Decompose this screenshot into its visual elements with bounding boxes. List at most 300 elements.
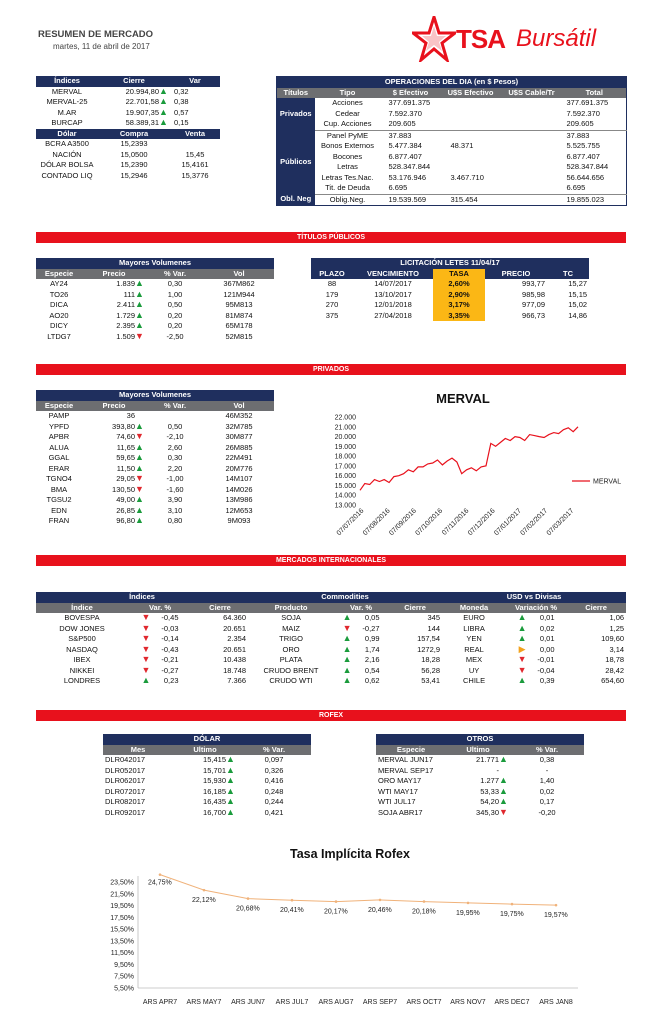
table-row — [311, 300, 589, 311]
table-row — [36, 676, 626, 687]
operation-total: 56.644.656 — [566, 172, 605, 182]
commodity-var — [334, 655, 388, 666]
currency-name: MEX — [465, 655, 483, 664]
data-label: 19,57% — [544, 912, 568, 920]
species-volume: 13M986 — [225, 495, 253, 504]
table-row — [36, 332, 274, 343]
species-volume: 52M815 — [225, 331, 253, 341]
commodity-name: ORO — [282, 644, 300, 654]
arrow-up-icon: ▲ — [135, 505, 144, 515]
arrow-up-icon: ▲ — [342, 665, 352, 675]
operation-type: Oblig.Neg. — [315, 194, 381, 206]
operation-cable — [501, 141, 563, 152]
species-price — [82, 464, 146, 475]
section-privados: PRIVADOS — [36, 364, 626, 375]
value-text: 0,39 — [539, 676, 555, 685]
rate-point — [555, 904, 558, 907]
operation-cable — [501, 130, 563, 141]
table-row — [277, 162, 627, 173]
rate-point — [511, 903, 514, 906]
operation-usd — [441, 119, 501, 130]
table-row — [277, 173, 627, 184]
table-row — [36, 655, 626, 666]
species-name: DICA — [50, 300, 68, 309]
x-tick-label: 07/03/2017 — [545, 507, 576, 538]
rofex-other-var: 0,38 — [539, 755, 555, 764]
species-var: -2,50 — [166, 331, 184, 341]
species-name: LTDG7 — [47, 331, 71, 341]
species-var: 0,30 — [167, 279, 183, 288]
species-name: APBR — [48, 432, 70, 441]
value-text: 1,74 — [364, 644, 380, 654]
species-price — [82, 422, 146, 433]
y-tick-label: 9,50% — [114, 961, 134, 969]
arrow-up-icon: ▲ — [499, 755, 508, 764]
table-row — [277, 194, 627, 206]
rofex-dollar-last — [173, 787, 237, 798]
x-tick-label: ARS SEP7 — [362, 999, 398, 1006]
value-text: 59,65 — [116, 453, 135, 462]
column-header: Venta — [170, 129, 220, 140]
table-row — [36, 160, 220, 171]
letes-title: LICITACIÓN LETES 11/04/17 — [311, 258, 589, 269]
commodity-close: 56,28 — [421, 665, 441, 675]
internacionales-table — [36, 592, 626, 687]
species-var: 2,20 — [167, 463, 183, 473]
column-header: Títulos — [277, 88, 315, 99]
rate-point — [291, 899, 294, 902]
rofex-other-var: 1,40 — [539, 776, 555, 785]
arrow-up-icon: ▲ — [226, 797, 235, 806]
column-header: Vol — [204, 269, 274, 280]
value-text: 26,85 — [116, 505, 135, 515]
species-price — [82, 279, 146, 290]
value-text: -0,27 — [161, 665, 179, 675]
table-row — [376, 808, 584, 819]
species-price — [82, 321, 146, 332]
value-text: 49,00 — [116, 495, 135, 504]
column-header: Cierre — [388, 603, 442, 614]
table-row — [36, 422, 274, 433]
value-text: -0,14 — [161, 634, 179, 643]
operation-total: 19.855.023 — [563, 194, 627, 206]
letes-precio: 966,73 — [522, 310, 545, 320]
value-text: -0,01 — [537, 655, 555, 664]
privados-volumen-title: Mayores Volumenes — [36, 390, 274, 401]
rate-point — [467, 902, 470, 905]
arrow-up-icon: ▲ — [342, 613, 352, 622]
table-row — [311, 279, 589, 290]
species-price — [82, 432, 146, 443]
operation-type: Cup. Acciones — [323, 119, 372, 128]
rofex-dollar-last — [173, 755, 237, 766]
data-label: 19,75% — [500, 911, 524, 919]
dollar-name: NACIÓN — [52, 149, 82, 159]
species-volume: 14M026 — [225, 484, 253, 494]
dollar-name: DÓLAR BOLSA — [40, 160, 94, 169]
value-text: 20.994,80 — [125, 86, 159, 96]
index-var: 0,32 — [174, 86, 189, 96]
index-close — [98, 97, 170, 108]
x-tick-label: ARS NOV7 — [450, 999, 486, 1006]
operaciones-title: OPERACIONES DEL DIA (en $ Pesos) — [277, 77, 627, 88]
index-close: 20.651 — [223, 644, 247, 654]
rate-point — [203, 889, 206, 892]
rofex-other-name: WTI MAY17 — [378, 786, 418, 796]
rofex-other-name: MERVAL JUN17 — [378, 755, 433, 764]
value-text: 1.277 — [480, 776, 499, 785]
table-row — [376, 776, 584, 787]
commodity-close: 345 — [427, 613, 441, 622]
intl-group-commodities: Commodities — [248, 592, 442, 603]
column-header: PLAZO — [311, 269, 353, 280]
currency-var — [506, 676, 566, 687]
x-tick-label: ARS OCT7 — [406, 999, 442, 1006]
value-text: 16,185 — [203, 786, 226, 796]
index-name: LONDRES — [63, 676, 101, 685]
operation-ars: 19.539.569 — [381, 194, 441, 206]
species-volume: 95M813 — [225, 300, 253, 309]
rofex-other-name: SOJA ABR17 — [378, 807, 423, 817]
table-row — [36, 453, 274, 464]
x-tick-label: ARS DEC7 — [494, 999, 530, 1006]
table-row — [36, 645, 626, 656]
column-header: U$S Efectivo — [441, 88, 501, 99]
currency-var — [506, 666, 566, 677]
operation-type: Tit. de Deuda — [325, 183, 370, 192]
x-tick-label: ARS AUG7 — [318, 999, 354, 1006]
value-text: 0,23 — [163, 676, 179, 685]
arrow-up-icon: ▲ — [135, 463, 144, 473]
table-row — [36, 613, 626, 624]
letes-plazo: 88 — [327, 279, 337, 288]
rofex-other-var: 0,02 — [539, 786, 555, 796]
value-text: 36 — [126, 411, 135, 420]
value-text: 0,54 — [364, 665, 380, 675]
column-header: Vol — [204, 401, 274, 412]
operation-cable — [501, 119, 563, 130]
species-price — [82, 485, 146, 496]
arrow-down-icon: ▼ — [141, 623, 151, 633]
table-row — [36, 485, 274, 496]
y-tick-label: 17,50% — [110, 914, 134, 922]
rofex-other-last — [446, 766, 510, 777]
rofex-dollar-var: 0,097 — [264, 755, 284, 764]
species-price — [82, 474, 146, 485]
species-price — [82, 332, 146, 343]
table-row — [277, 183, 627, 194]
table-row — [103, 797, 311, 808]
operation-cable — [501, 98, 563, 109]
index-close: 2.354 — [227, 634, 247, 643]
index-name: BURCAP — [51, 118, 83, 127]
species-volume: 22M491 — [225, 453, 253, 462]
species-name: FRAN — [48, 516, 70, 525]
table-row — [36, 87, 220, 98]
value-text: 393,80 — [112, 421, 135, 431]
table-row — [36, 300, 274, 311]
commodity-close: 157,54 — [417, 634, 441, 643]
table-row — [36, 139, 220, 150]
column-header: $ Efectivo — [381, 88, 441, 99]
species-price — [82, 300, 146, 311]
arrow-up-icon: ▲ — [517, 676, 527, 685]
index-name: NASDAQ — [66, 644, 98, 654]
commodity-name: CRUDO BRENT — [263, 665, 319, 675]
star-logo-icon — [412, 16, 456, 62]
dollar-buy: 15,2390 — [120, 160, 148, 169]
letes-plazo: 270 — [325, 300, 339, 309]
value-text: 16,435 — [203, 797, 226, 806]
operation-usd: 3.467.710 — [450, 172, 484, 182]
commodity-close: 1272,9 — [417, 644, 441, 654]
index-var — [128, 655, 192, 666]
operation-total: 528.347.844 — [566, 162, 609, 171]
rofex-dollar-name: DLR082017 — [105, 797, 146, 806]
species-name: TGNO4 — [46, 474, 72, 483]
column-header: Producto — [248, 603, 334, 614]
data-label: 20,41% — [280, 907, 304, 915]
arrow-up-icon: ▲ — [135, 310, 144, 320]
operation-total: 6.877.407 — [566, 151, 600, 161]
rofex-other-var: 0,17 — [539, 797, 555, 806]
rofex-dollar-last — [173, 808, 237, 819]
letes-tc: 14,86 — [568, 310, 588, 320]
arrow-down-icon: ▼ — [499, 807, 508, 817]
arrow-up-icon: ▲ — [135, 321, 144, 330]
index-var — [128, 676, 192, 687]
value-text: 11,65 — [116, 442, 135, 452]
currency-name: UY — [468, 665, 480, 675]
rofex-dolar-title: DÓLAR — [103, 734, 311, 745]
letes-precio: 985,98 — [522, 289, 545, 299]
arrow-up-icon: ▲ — [342, 655, 352, 664]
species-name: DICY — [50, 321, 68, 330]
dollar-sell: 15,3776 — [181, 170, 209, 180]
commodity-var — [334, 645, 388, 656]
column-header: Cierre — [98, 76, 170, 87]
data-label: 24,75% — [148, 879, 172, 887]
column-header: Especie — [376, 745, 446, 756]
logo-tsa-text: TSA — [456, 24, 505, 54]
x-tick-label: ARS JUL7 — [275, 999, 309, 1006]
column-header: Var — [170, 76, 220, 87]
section-rofex: ROFEX — [36, 710, 626, 721]
species-var: 3,90 — [167, 495, 183, 504]
group-label: Obl. Neg — [277, 194, 315, 206]
operation-type: Acciones — [332, 98, 363, 107]
rofex-other-var: -0,20 — [538, 807, 556, 817]
species-volume: 26M885 — [225, 442, 253, 452]
intl-group-divisas: USD vs Divisas — [442, 592, 626, 603]
currency-name: REAL — [464, 644, 484, 654]
species-name: BMA — [50, 484, 68, 494]
species-var — [146, 411, 204, 422]
table-row — [103, 808, 311, 819]
x-tick-label: 07/10/2016 — [414, 507, 445, 538]
table-row — [277, 109, 627, 120]
arrow-up-icon: ▲ — [342, 634, 352, 643]
operation-cable — [501, 194, 563, 206]
species-volume: 30M877 — [225, 432, 253, 441]
column-header: Total — [563, 88, 627, 99]
commodity-var — [334, 676, 388, 687]
letes-tasa: 2,60% — [433, 279, 485, 290]
currency-var — [506, 645, 566, 656]
species-name: GGAL — [48, 453, 70, 462]
operation-ars: 209.605 — [388, 119, 416, 128]
operation-ars: 5.477.384 — [388, 141, 422, 150]
index-var — [128, 645, 192, 656]
species-var: 0,20 — [167, 321, 183, 330]
dollar-sell: 15,45 — [185, 149, 205, 159]
rate-point — [379, 899, 382, 902]
index-close: 18.748 — [223, 665, 247, 675]
y-tick-label: 21.000 — [334, 424, 356, 432]
dollar-buy: 15,2393 — [120, 139, 148, 148]
rofex-dollar-last — [173, 797, 237, 808]
index-close — [98, 118, 170, 129]
index-close — [98, 108, 170, 119]
chart-title: Tasa Implícita Rofex — [290, 847, 410, 861]
species-var: -1,00 — [166, 474, 184, 483]
rofex-dollar-name: DLR092017 — [105, 807, 146, 817]
species-var: -1,60 — [166, 484, 184, 494]
operation-total: 5.525.755 — [566, 141, 600, 150]
x-tick-label: ARS MAY7 — [186, 999, 222, 1006]
y-tick-label: 13,50% — [110, 938, 134, 946]
privados-volumen-table — [36, 390, 274, 527]
arrow-up-icon: ▲ — [159, 118, 168, 127]
value-text: 345,30 — [476, 807, 499, 817]
rofex-dolar-table — [103, 734, 311, 818]
value-text: -0,43 — [161, 644, 179, 654]
rofex-dollar-name: DLR072017 — [105, 786, 146, 796]
index-var — [128, 624, 192, 635]
table-row — [36, 474, 274, 485]
species-var: 2,60 — [167, 442, 183, 452]
table-row — [36, 118, 220, 129]
currency-var — [506, 613, 566, 624]
letes-tasa: 3,17% — [433, 300, 485, 311]
species-volume: 12M653 — [225, 505, 253, 515]
dollar-name: BCRA A3500 — [45, 139, 89, 148]
column-header: Precio — [82, 401, 146, 412]
column-header: TC — [547, 269, 589, 280]
dollar-buy: 15,2946 — [120, 170, 148, 180]
commodity-close: 53,41 — [421, 676, 441, 685]
arrow-up-icon: ▲ — [517, 613, 527, 622]
arrow-up-icon: ▲ — [226, 755, 235, 764]
column-header: Cierre — [192, 603, 248, 614]
species-name: PAMP — [48, 411, 70, 420]
merval-chart — [300, 386, 630, 548]
operation-cable — [501, 183, 563, 194]
arrow-down-icon: ▼ — [141, 655, 151, 664]
species-price — [82, 290, 146, 301]
column-header: Var. % — [334, 603, 388, 614]
rofex-other-name: ORO MAY17 — [378, 776, 422, 785]
rofex-dollar-var: 0,244 — [264, 797, 284, 806]
data-label: 19,95% — [456, 909, 480, 917]
letes-vencimiento: 27/04/2018 — [374, 310, 412, 320]
rofex-dollar-last — [173, 766, 237, 777]
arrow-right-icon: ▶ — [518, 644, 526, 654]
report-title: RESUMEN DE MERCADO — [38, 29, 154, 40]
letes-vencimiento: 14/07/2017 — [374, 279, 412, 288]
rate-series-line — [160, 875, 556, 906]
column-header: Especie — [36, 401, 82, 412]
operation-ars: 6.695 — [388, 183, 408, 192]
rofex-otros-title: OTROS — [376, 734, 584, 745]
species-var: -2,10 — [166, 432, 184, 441]
operation-ars: 37.883 — [381, 130, 441, 141]
letes-tc: 15,15 — [568, 289, 588, 299]
x-tick-label: ARS APR7 — [142, 999, 178, 1006]
species-volume: 121M944 — [223, 289, 255, 299]
value-text: 1.839 — [116, 279, 135, 288]
value-text: 21.771 — [476, 755, 499, 764]
x-tick-label: 07/08/2016 — [361, 507, 392, 538]
column-header: Mes — [103, 745, 173, 756]
value-text: 96,80 — [116, 516, 135, 525]
operation-cable — [501, 162, 563, 173]
arrow-up-icon: ▲ — [135, 442, 144, 452]
table-row — [36, 443, 274, 454]
column-header: VENCIMIENTO — [353, 269, 433, 280]
letes-tasa: 3,35% — [433, 311, 485, 322]
arrow-down-icon: ▼ — [135, 432, 144, 441]
letes-tc: 15,27 — [568, 279, 588, 288]
currency-close: 654,60 — [601, 676, 625, 685]
value-text: 22.701,58 — [125, 97, 159, 106]
rofex-dollar-var: 0,326 — [264, 765, 284, 775]
species-name: AY24 — [50, 279, 68, 288]
table-row — [103, 776, 311, 787]
letes-plazo: 179 — [325, 289, 339, 299]
column-header: U$S Cable/Tr — [501, 88, 563, 99]
arrow-down-icon: ▼ — [342, 623, 352, 633]
chart-title: MERVAL — [436, 391, 490, 406]
rate-point — [423, 900, 426, 903]
arrow-down-icon: ▼ — [141, 665, 151, 675]
x-tick-label: ARS JAN8 — [539, 999, 573, 1006]
dollar-buy: 15,0500 — [120, 149, 148, 159]
species-var: 1,00 — [167, 289, 183, 299]
value-text: 29,05 — [116, 474, 135, 483]
operation-usd — [441, 183, 501, 194]
letes-tc: 15,02 — [568, 300, 588, 309]
index-name: IBEX — [73, 655, 91, 664]
column-header: Var. % — [128, 603, 192, 614]
species-name: ALUA — [49, 442, 69, 452]
dollar-sell — [170, 139, 220, 150]
commodity-var — [334, 613, 388, 624]
operation-usd — [441, 109, 501, 120]
operation-total: 37.883 — [563, 130, 627, 141]
operation-type: Bonos Externos — [321, 141, 374, 150]
column-header: Índices — [36, 76, 98, 87]
arrow-down-icon: ▼ — [135, 331, 144, 341]
index-var: 0,57 — [174, 107, 189, 117]
column-header: % Var. — [146, 269, 204, 280]
arrow-up-icon: ▲ — [135, 279, 144, 288]
table-row — [36, 464, 274, 475]
commodity-var — [334, 624, 388, 635]
rofex-other-name: MERVAL SEP17 — [378, 765, 434, 775]
value-text: 0,01 — [539, 634, 555, 643]
table-row — [36, 666, 626, 677]
